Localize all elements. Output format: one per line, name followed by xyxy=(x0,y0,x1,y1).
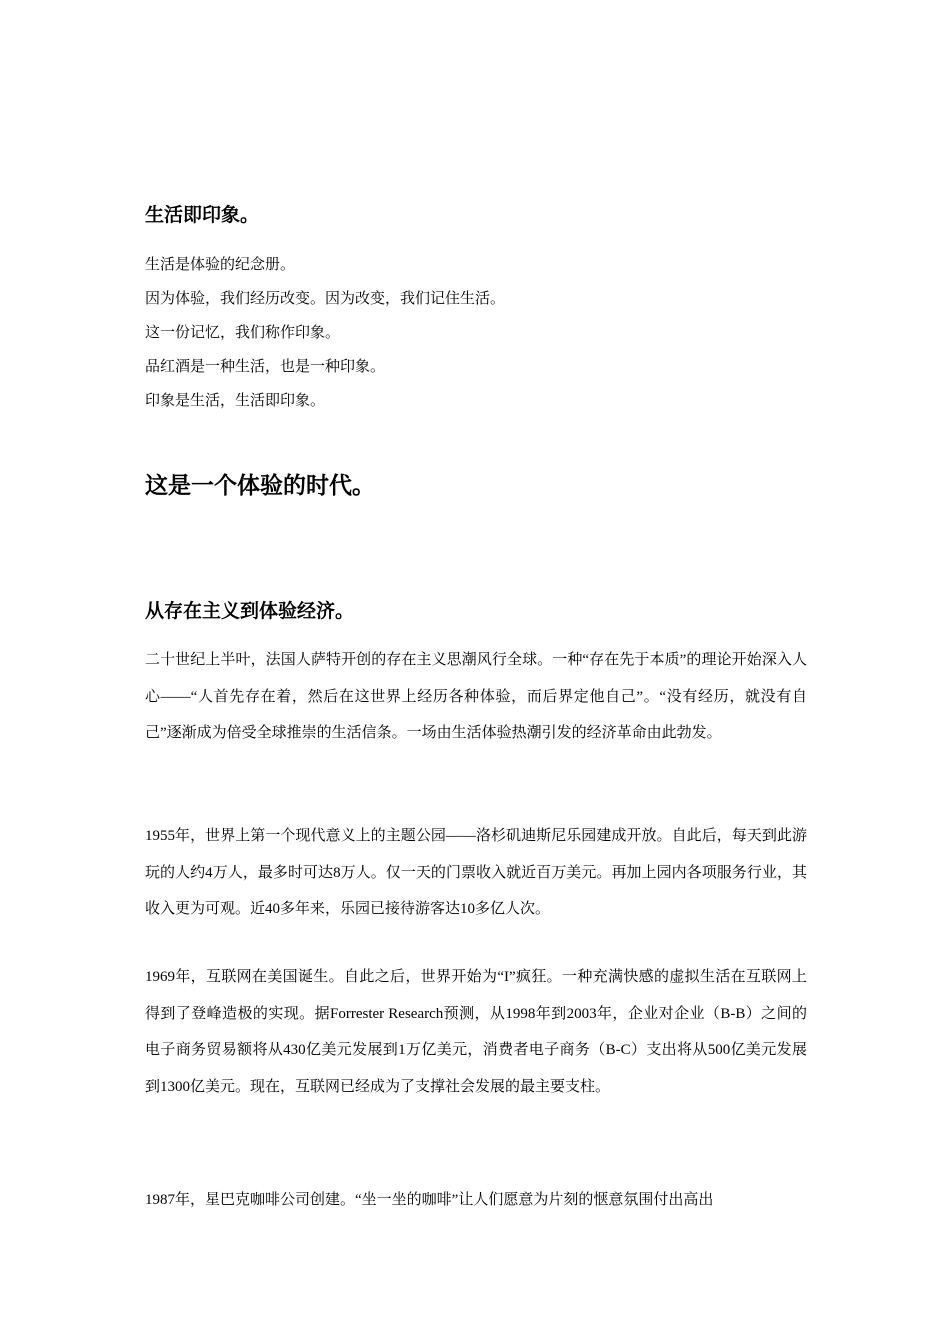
intro-line-3: 这一份记忆，我们称作印象。 xyxy=(145,325,341,341)
section-heading-existentialism: 从存在主义到体验经济。 xyxy=(145,600,355,622)
intro-line-1: 生活是体验的纪念册。 xyxy=(145,257,296,273)
intro-line-5: 印象是生活，生活即印象。 xyxy=(145,393,326,409)
paragraph-disneyland: 1955年，世界上第一个现代意义上的主题公园——洛杉矶迪斯尼乐园建成开放。自此后，每天到此游玩的人约4万人，最多时可达8万人。仅一天的门票收入就近百万美元。再加上园内各项服务行业，其收入更为可观。近40多年来，乐园已接待游客达10多亿人次。 xyxy=(145,828,807,917)
intro-line-4: 品红酒是一种生活，也是一种印象。 xyxy=(145,359,386,375)
intro-line-2: 因为体验，我们经历改变。因为改变，我们记住生活。 xyxy=(145,291,506,307)
paragraph-internet: 1969年，互联网在美国诞生。自此之后，世界开始为“I”疯狂。一种充满快感的虚拟生活在互联网上得到了登峰造极的实现。据Forrester Research预测，从1998年到2003年，企业对企业（B-B）之间的电子商务贸易额将从430亿美元发展到1万亿美元，消费者电子商务（B-C）支出将从500亿美元发展到1300亿美元。现在，互联网已经成为了支撑社会发展的最主要支柱。 xyxy=(145,969,807,1095)
paragraph-existentialism: 二十世纪上半叶，法国人萨特开创的存在主义思潮风行全球。一种“存在先于本质”的理论开始深入人心——“人首先存在着，然后在这世界上经历各种体验，而后界定他自己”。“没有经历，就没有自己”逐渐成为倍受全球推崇的生活信条。一场由生活体验热潮引发的经济革命由此勃发。 xyxy=(145,652,807,741)
section-heading-experience-era: 这是一个体验的时代。 xyxy=(145,473,375,499)
section-heading-life-impression: 生活即印象。 xyxy=(145,204,260,226)
paragraph-starbucks: 1987年，星巴克咖啡公司创建。“坐一坐的咖啡”让人们愿意为片刻的惬意氛围付出高出 xyxy=(145,1192,714,1208)
